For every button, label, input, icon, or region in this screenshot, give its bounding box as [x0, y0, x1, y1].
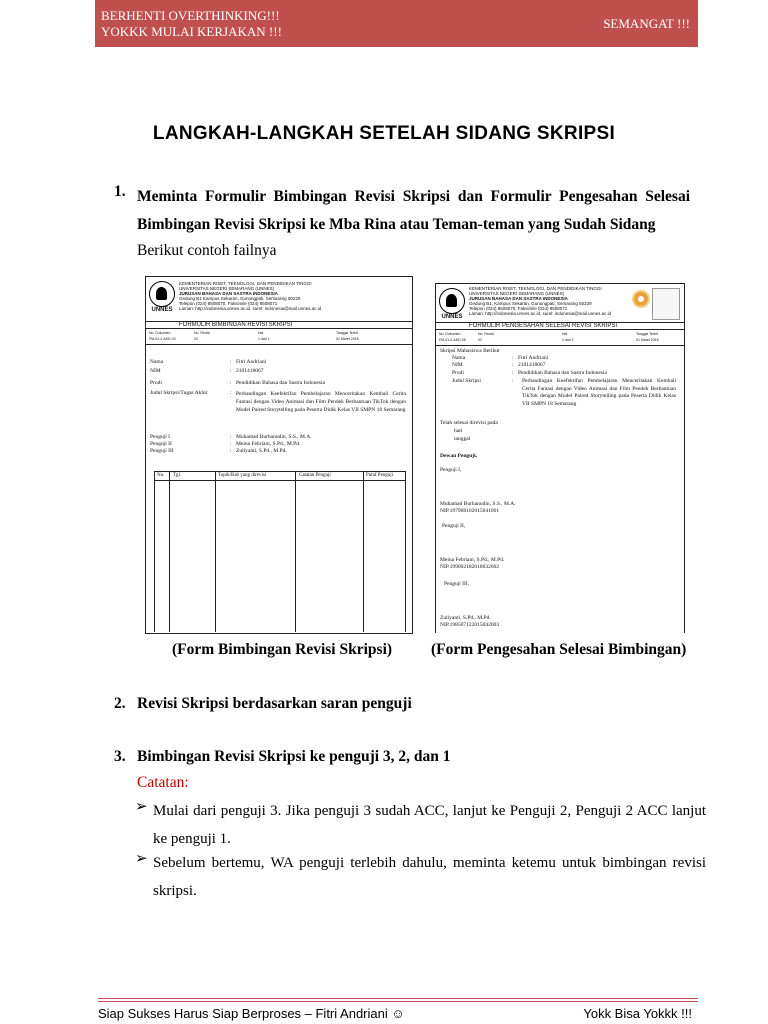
body-line: hari — [454, 428, 463, 434]
field-label: Prodi — [452, 370, 464, 376]
field-value: Perbandingan Keefektifan Pembelajaran Menceritakan Kembali Cerita Fantasi dengan Video Animasi dan Film Pendek Berbantuan TikTok dengan Model Paired Storytelling pada Peserta Didik Kelas VII SMPN 18 Semarang — [522, 378, 676, 407]
field-sep: : — [230, 434, 232, 440]
body-line: Telah selesai direvisi pada — [440, 420, 498, 426]
field-sep: : — [230, 448, 232, 454]
meta-value: FM-01-2-AKD-03 — [149, 337, 176, 341]
field-label: Penguji I — [150, 434, 171, 440]
table-header-cell: Topik/Bab yang direvisi — [218, 473, 267, 478]
header-line: UNIVERSITAS NEGERI SEMARANG (UNNES) — [179, 286, 275, 291]
table-col-line — [215, 472, 216, 632]
unnes-logo — [439, 288, 465, 324]
field-label: Penguji II — [150, 441, 172, 447]
top-banner — [95, 0, 698, 47]
field-label: Judul Skripsi/Tugas Akhir — [150, 390, 208, 396]
banner-left — [101, 8, 282, 40]
accreditation-badge-icon — [632, 290, 650, 308]
field-label: Nama — [452, 355, 466, 361]
bullet-text: Sebelum bertemu, WA penguji terlebih dahulu, meminta ketemu untuk bimbingan revisi skripsi. — [153, 855, 706, 899]
header-line: JURUSAN BAHASA DAN SASTRA INDONESIA — [179, 291, 278, 296]
table-header-cell: No. — [157, 473, 165, 478]
meta-key: Tanggal Terbit — [336, 331, 358, 335]
form-header — [146, 277, 412, 322]
step-1-subtext: Berikut contoh failnya — [137, 242, 277, 259]
field-label: NIM — [452, 362, 463, 368]
step-text: Bimbingan Revisi Skripsi ke penguji 3, 2, dan 1 — [137, 748, 451, 765]
logo-text: UNNES — [151, 307, 173, 313]
field-label: NIM — [150, 368, 161, 374]
unnes-logo — [149, 281, 175, 317]
step-number: 2. — [114, 695, 126, 712]
field-sep: : — [512, 378, 514, 384]
field-sep: : — [512, 370, 514, 376]
field-sep: : — [230, 368, 232, 374]
step-text: Meminta Formulir Bimbingan Revisi Skripsi dan Formulir Pengesahan Selesai Bimbingan Revisi Skripsi ke Mba Rina atau Teman-teman yang Sudah Sidang — [137, 188, 690, 233]
field-label: Judul Skripsi — [452, 378, 481, 384]
body-line: Meina Febriani, S.Pd., M.Pd. — [440, 557, 505, 563]
body-line: Muhamad Burhanudin, S.S., M.A. — [440, 501, 516, 507]
header-line: UNIVERSITAS NEGERI SEMARANG (UNNES) — [469, 291, 565, 296]
body-line: Penguji I, — [440, 467, 462, 473]
certification-mark-icon — [652, 288, 680, 320]
revision-table — [154, 471, 406, 632]
step-text: Revisi Skripsi berdasarkan saran penguji — [137, 695, 412, 712]
caption-form-bimbingan: (Form Bimbingan Revisi Skripsi) — [172, 641, 393, 658]
page-title: LANGKAH-LANGKAH SETELAH SIDANG SKRIPSI — [152, 123, 616, 144]
logo-text: UNNES — [441, 314, 463, 320]
field-sep: : — [512, 355, 514, 361]
body-line: Dewan Penguji, — [440, 453, 477, 459]
form-meta — [436, 331, 684, 346]
meta-key: No. Dokumen — [149, 331, 171, 335]
meta-value: 1 dari 1 — [258, 337, 270, 341]
header-line: Gedung B1 Kampus Sekaran, Gunungpati, Semarang 50229 — [179, 296, 301, 301]
field-label: Nama — [150, 359, 164, 365]
meta-value: 1 dari 1 — [562, 338, 574, 342]
body-line: NIP.199002182018032002 — [440, 564, 500, 570]
meta-key: No. Revisi — [478, 332, 494, 336]
table-col-line — [295, 472, 296, 632]
banner-line-1: BERHENTI OVERTHINKING!!! — [101, 8, 280, 23]
footer-divider — [98, 1001, 698, 1002]
field-value: Perbandingan Keefektifan Pembelajaran Menceritakan Kembali Cerita Fantasi dengan Video Animasi dan Film Pendek Berbantuan TikTok dengan Model Paired Storytelling pada Peserta Didik Kelas VII SMPN 18 Semarang — [236, 391, 406, 413]
field-sep: : — [230, 380, 232, 386]
body-line: Penguji II, — [442, 523, 466, 529]
header-line: Gedung B1, Kampus Sekaran, Gunungpati, Semarang 50229 — [469, 301, 592, 306]
arrow-bullet-icon: ➢ — [135, 851, 148, 867]
body-line: NIP.197908102015041001 — [440, 508, 500, 514]
field-value: Zuliyanti, S.Pd., M.Pd. — [236, 448, 287, 454]
form-intro: Skripsi Mahasiswa Berikut — [440, 348, 500, 354]
caption-form-pengesahan: (Form Pengesahan Selesai Bimbingan) — [431, 641, 687, 658]
field-value: Pendidikan Bahasa dan Sastra Indonesia — [518, 370, 607, 376]
footer-left: Siap Sukses Harus Siap Berproses – Fitri Andriani ☺ — [98, 1006, 405, 1021]
field-value: Muhamad Burhanudin, S.S., M.A. — [236, 434, 312, 440]
field-label: Prodi — [150, 380, 162, 386]
header-line: KEMENTERIAN RISET, TEKNOLOGI, DAN PENDIDIKAN TINGGI — [469, 286, 602, 291]
arrow-bullet-icon: ➢ — [135, 799, 148, 815]
step-number: 3. — [114, 748, 126, 765]
body-line: Penguji III, — [444, 581, 470, 587]
field-value: Meina Febriani, S.Pd., M.Pd. — [236, 441, 301, 447]
body-line: tanggal — [454, 436, 471, 442]
meta-key: No. Revisi — [194, 331, 210, 335]
form-pengesahan-image — [435, 283, 685, 633]
meta-key: Hal — [258, 331, 264, 335]
meta-key: No. Dokumen — [439, 332, 461, 336]
field-value: 2101418067 — [518, 362, 546, 368]
header-line: JURUSAN BAHASA DAN SASTRA INDONESIA — [469, 296, 568, 301]
unnes-logo-icon — [439, 288, 465, 314]
field-sep: : — [512, 362, 514, 368]
banner-right: SEMANGAT !!! — [603, 16, 690, 31]
field-value: Fitri Andriani — [518, 355, 549, 361]
table-col-line — [169, 472, 170, 632]
form-title: FORMULIR PENGESAHAN SELESAI REVISI SKRIPSI — [436, 322, 684, 330]
table-header-cell: Tgl. — [173, 473, 182, 478]
field-value: 2101418067 — [236, 368, 264, 374]
table-header-cell: Paraf Penguji — [366, 473, 394, 478]
field-value: Fitri Andriani — [236, 359, 267, 365]
footer-divider — [98, 998, 698, 999]
form-bimbingan-image — [145, 276, 413, 634]
meta-value: 02 — [194, 337, 198, 341]
field-value: Pendidikan Bahasa dan Sastra Indonesia — [236, 380, 325, 386]
body-line: Zuliyanti, S.Pd., M.Pd. — [440, 615, 491, 621]
field-sep: : — [230, 359, 232, 365]
field-sep: : — [230, 441, 232, 447]
meta-value: FM-01-2-AKD-05 — [439, 338, 466, 342]
bullet-text: Mulai dari penguji 3. Jika penguji 3 sudah ACC, lanjut ke Penguji 2, Penguji 2 ACC lanjut ke penguji 1. — [153, 803, 706, 847]
body-line: NIP.198507122015042003 — [440, 622, 500, 628]
field-label: Penguji III — [150, 448, 174, 454]
step-number: 1. — [114, 183, 126, 200]
header-line: Telepon (024) 8508070, Faksimile (024) 8508071 — [179, 301, 278, 306]
table-header-cell: Catatan Penguji — [299, 473, 331, 478]
meta-value: 01 Maret 2018 — [636, 338, 659, 342]
unnes-logo-icon — [149, 281, 175, 307]
table-col-line — [363, 472, 364, 632]
header-line: KEMENTERIAN RISET, TEKNOLOGI, DAN PENDIDIKAN TINGGI — [179, 281, 312, 286]
form-title: FORMULIR BIMBINGAN REVISI SKRIPSI — [146, 321, 412, 329]
meta-value: 01 Maret 2018 — [336, 337, 359, 341]
banner-line-2: YOKKK MULAI KERJAKAN !!! — [101, 24, 282, 39]
header-line: Laman: http://indonesia.unnes.ac.id, surel: indonesia@mail.unnes.ac.id — [469, 311, 612, 316]
field-sep: : — [230, 390, 232, 396]
header-line: Laman: http://indonesia.unnes.ac.id, surel: indonesia@mail.unnes.ac.id — [179, 306, 322, 311]
form-meta — [146, 330, 412, 345]
form-header — [436, 284, 684, 323]
meta-key: Hal — [562, 332, 568, 336]
note-label: Catatan: — [137, 774, 189, 791]
header-line: Telepon (024) 8508070, Faksimile (024) 8508071 — [469, 306, 568, 311]
footer-right: Yokk Bisa Yokkk !!! — [583, 1006, 692, 1021]
meta-key: Tanggal Terbit — [636, 332, 658, 336]
meta-value: 02 — [478, 338, 482, 342]
